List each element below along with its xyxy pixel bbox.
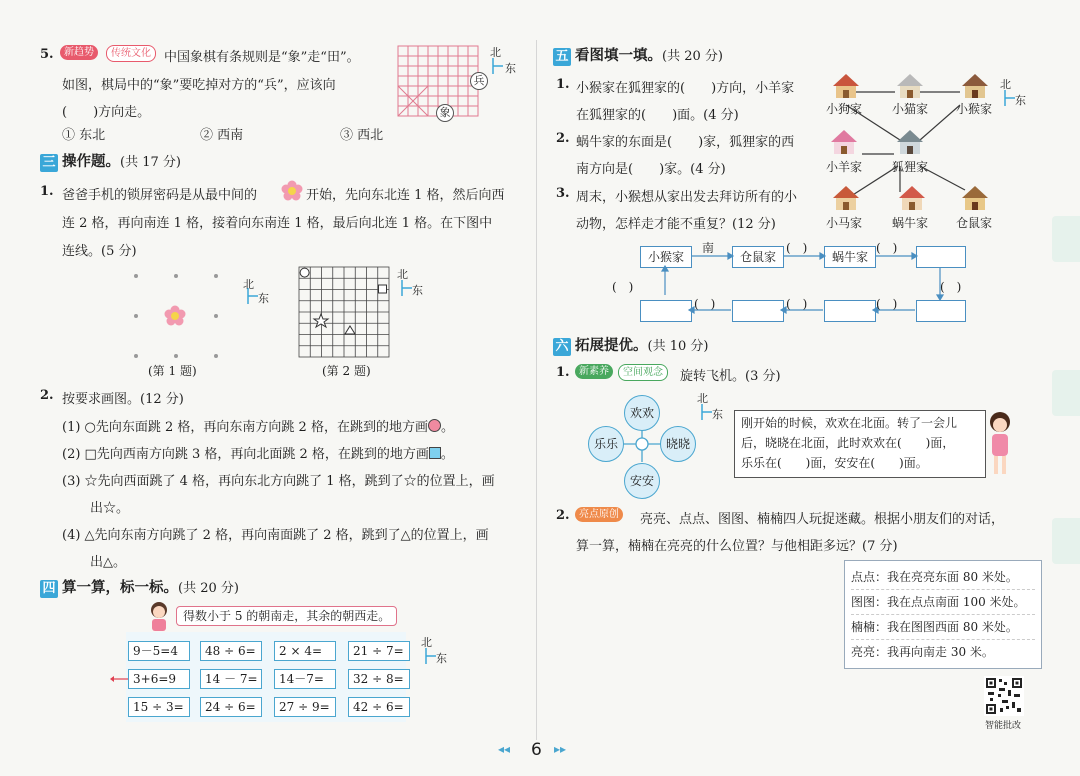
calc-cell: 48 ÷ 6= (200, 641, 262, 661)
compass-arrow-icon (1001, 88, 1017, 108)
compass-arrow-icon (489, 56, 505, 76)
flow-paren: ( ) (694, 297, 716, 311)
flow-box-snail: 蜗牛家 (824, 246, 876, 268)
girl-avatar (146, 600, 172, 634)
s3-q1-line3: 连线。(5 分) (62, 244, 137, 259)
s3-q1-line1b: 开始，先向东北连 1 格，然后向西 (306, 188, 505, 203)
house-label-sheep: 小羊家 (826, 160, 863, 174)
calc-cell: 21 ÷ 7= (348, 641, 410, 661)
s3-q2-item4: (4) △先向东南方向跳了 2 格，再向南面跳了 2 格，跳到了△的位置上，画 (62, 528, 489, 543)
speech-line-2: 后，晓晓在北面，此时欢欢在( )面， (741, 436, 955, 450)
s5-q3-number: 3. (556, 186, 570, 201)
s5-q3-line2: 动物，怎样走才能不重复？(12 分) (576, 217, 776, 232)
s3-q2-item2: (2) □先向西南方向跳 3 格，再向北面跳 2 格，在跳到的地方画 。 (62, 447, 454, 462)
compass-east-s4: 东 (436, 652, 447, 665)
s6-q1-tag-new-literacy: 新素养 (575, 364, 613, 379)
compass-north-s4: 北 (421, 636, 432, 649)
house-icon (831, 72, 861, 100)
person-xiaoxiao: 晓晓 (660, 426, 696, 462)
calc-cell: 14 － 7= (200, 669, 262, 689)
calc-cell: 9－5=4 (128, 641, 190, 661)
section-6-title: 拓展提优。 (575, 338, 648, 354)
house-label-hamster: 仓鼠家 (956, 216, 993, 230)
s5-q1-line1: 小猴家在狐狸家的( )方向，小羊家 (576, 81, 795, 96)
s3-q2-item3b: 出☆。 (90, 501, 130, 516)
calc-cell: 42 ÷ 6= (348, 697, 410, 717)
calc-cell: 32 ÷ 8= (348, 669, 410, 689)
s5-q3-line1: 周末，小猴想从家出发去拜访所有的小 (576, 190, 798, 205)
dialog-line-liang: 亮亮：我再向南走 30 米。 (851, 645, 994, 659)
q5-number: 5. (40, 47, 54, 62)
dialog-line-dian: 点点：我在亮亮东面 80 米处。 (851, 565, 1035, 590)
qr-code-icon[interactable] (984, 676, 1024, 716)
house-label-horse: 小马家 (826, 216, 863, 230)
grid-dot (134, 274, 138, 278)
s6-q1-text: 旋转飞机。(3 分) (680, 369, 781, 384)
flow-paren: ( ) (786, 297, 808, 311)
s5-q1-number: 1. (556, 77, 570, 92)
s5-q1-line2: 在狐狸家的( )面。(4 分) (576, 108, 739, 123)
s3-q2-item3: (3) ☆先向西面跳了 4 格，再向东北方向跳了 1 格，跳到了☆的位置上，画 (62, 474, 495, 489)
section-5-title: 看图填一填。 (575, 48, 662, 64)
flow-box-hamster: 仓鼠家 (732, 246, 784, 268)
page-number: 6 (531, 740, 542, 760)
s3-q2-item4b: 出△。 (90, 555, 126, 570)
speech-box (734, 410, 986, 478)
section-3-score: (共 17 分) (120, 155, 181, 170)
chess-piece-bing: 兵 (470, 72, 488, 90)
compass-east-s6: 东 (712, 408, 723, 421)
section-3-title: 操作题。 (62, 154, 120, 170)
compass-arrow-icon (398, 278, 414, 298)
s5-q2-line2: 南方向是( )家。(4 分) (576, 162, 726, 177)
s5-q2-line1: 蜗牛家的东面是( )家，狐狸家的西 (576, 135, 795, 150)
house-label-cat: 小猫家 (892, 102, 929, 116)
compass-north-fig1: 北 (243, 278, 254, 291)
blue-square-icon (429, 447, 441, 459)
prev-page-icon[interactable]: ◂◂ (498, 742, 511, 756)
s3-q1-number: 1. (40, 184, 54, 199)
calc-cell: 2 × 4= (274, 641, 336, 661)
q5-option-2: ② 西南 (200, 128, 244, 143)
q5-line2: 如图，棋局中的“象”要吃掉对方的“兵”，应该向 (62, 78, 336, 93)
calc-cell: 24 ÷ 6= (200, 697, 262, 717)
side-tab[interactable] (1052, 216, 1080, 262)
dialog-box (844, 560, 1042, 669)
grid-fig2 (298, 266, 392, 360)
square-shape (379, 285, 387, 293)
calc-cell: 3+6=9 (128, 669, 190, 689)
grid-dot (214, 354, 218, 358)
grid-dot (174, 354, 178, 358)
compass-north-q5: 北 (490, 46, 501, 59)
house-label-monkey: 小猴家 (956, 102, 993, 116)
grid-dot (134, 354, 138, 358)
q5-option-1: ① 东北 (62, 128, 106, 143)
s3-q2-item1-text: (1) ○先向东面跳 2 格，再向东南方向跳 2 格，在跳到的地方画 (62, 420, 428, 435)
compass-arrow-icon (422, 646, 438, 666)
section-3-header (40, 150, 181, 172)
answer-arrows (110, 648, 140, 698)
house-label-snail: 蜗牛家 (892, 216, 929, 230)
page-gutter (536, 40, 537, 740)
q5-tag-new-trend: 新趋势 (60, 45, 98, 60)
next-page-icon[interactable]: ▸▸ (554, 742, 567, 756)
house-icon (960, 72, 990, 100)
grid-dot (174, 274, 178, 278)
section-6-score: (共 10 分) (647, 339, 709, 354)
section-4-score: (共 20 分) (178, 581, 239, 596)
girl-teacher-avatar (985, 410, 1015, 478)
flow-label-south: 南 (702, 241, 715, 255)
s6-q2-number: 2. (556, 508, 570, 523)
flow-paren: ( ) (612, 280, 634, 294)
speech-line-1: 刚开始的时候，欢欢在北面。转了一会儿 (741, 416, 958, 430)
compass-east-fig2: 东 (412, 284, 423, 297)
circle-shape (300, 268, 309, 277)
compass-north-s5: 北 (1000, 78, 1011, 91)
s3-q1-line1: 爸爸手机的锁屏密码是从最中间的 (62, 188, 258, 203)
pink-circle-icon (428, 419, 441, 432)
section-4-title: 算一算，标一标。 (62, 580, 178, 596)
flow-paren: ( ) (876, 297, 898, 311)
person-lele: 乐乐 (588, 426, 624, 462)
compass-arrow-icon (698, 402, 714, 422)
caption-fig2: (第 2 题) (322, 364, 371, 378)
compass-east-fig1: 东 (258, 292, 269, 305)
section-5-number: 五 (553, 48, 571, 66)
s3-q2-item2-text: (2) □先向西南方向跳 3 格，再向北面跳 2 格，在跳到的地方画 (62, 447, 429, 462)
house-icon (829, 128, 859, 156)
house-icon (960, 184, 990, 212)
q5-tag-culture: 传统文化 (106, 45, 156, 62)
section-4-header (40, 576, 239, 598)
triangle-shape (345, 326, 355, 334)
dialog-line-tu: 图图：我在点点南面 100 米处。 (851, 590, 1035, 615)
side-tab[interactable] (1052, 370, 1080, 416)
caption-fig1: (第 1 题) (148, 364, 197, 378)
s3-q1-line2: 连 2 格，再向南连 1 格，接着向东南连 1 格，最后向北连 1 格。在下图中 (62, 216, 493, 231)
chess-piece-xiang: 象 (436, 104, 454, 122)
flow-paren: ( ) (786, 241, 808, 255)
q5-line3: ( )方向走。 (62, 105, 151, 120)
s6-q2-line1: 亮亮、点点、图图、楠楠四人玩捉迷藏。根据小朋友们的对话， (640, 512, 1005, 527)
calc-hint-bubble: 得数小于 5 的朝南走，其余的朝西走。 (176, 606, 397, 626)
s6-q2-line2: 算一算，楠楠在亮亮的什么位置？与他相距多远？(7 分) (576, 539, 898, 554)
house-icon (897, 184, 927, 212)
flow-box-monkey: 小猴家 (640, 246, 692, 268)
grid-dot (214, 274, 218, 278)
compass-arrow-icon (244, 286, 260, 306)
person-huanhuan: 欢欢 (624, 395, 660, 431)
calc-cell: 14－7= (274, 669, 336, 689)
s6-q1-tag-spatial: 空间观念 (618, 364, 668, 381)
section-6-number: 六 (553, 338, 571, 356)
section-6-header (553, 334, 708, 356)
house-label-dog: 小狗家 (826, 102, 863, 116)
s5-q2-number: 2. (556, 131, 570, 146)
house-label-fox: 狐狸家 (892, 160, 929, 174)
section-3-number: 三 (40, 154, 58, 172)
s3-q2-title: 按要求画图。(12 分) (62, 392, 184, 407)
dialog-line-nan: 楠楠：我在图图西面 80 米处。 (851, 615, 1035, 640)
person-anan: 安安 (624, 463, 660, 499)
side-tab[interactable] (1052, 518, 1080, 564)
speech-line-3: 乐乐在( )面，安安在( )面。 (741, 456, 928, 470)
s3-q2-item1: (1) ○先向东面跳 2 格，再向东南方向跳 2 格，在跳到的地方画 。 (62, 420, 454, 435)
section-4-number: 四 (40, 580, 58, 598)
q5-option-3: ③ 西北 (340, 128, 384, 143)
house-icon (831, 184, 861, 212)
compass-north-s6: 北 (697, 392, 708, 405)
flower-icon (164, 305, 186, 327)
compass-east-s5: 东 (1015, 94, 1026, 107)
calc-cell: 27 ÷ 9= (274, 697, 336, 717)
compass-east-q5: 东 (505, 62, 516, 75)
s6-q2-tag-original: 亮点原创 (575, 507, 623, 522)
house-icon (895, 128, 925, 156)
calc-cell: 15 ÷ 3= (128, 697, 190, 717)
s3-q2-number: 2. (40, 388, 54, 403)
flow-paren: ( ) (940, 280, 962, 294)
compass-north-fig2: 北 (397, 268, 408, 281)
s6-q1-number: 1. (556, 365, 570, 380)
grid-dot (214, 314, 218, 318)
house-icon (895, 72, 925, 100)
q5-line1: 中国象棋有条规则是“象”走“田”。 (164, 50, 360, 65)
grid-dot (134, 314, 138, 318)
section-5-header (553, 44, 723, 66)
section-5-score: (共 20 分) (662, 49, 723, 64)
qr-caption: 智能批改 (985, 721, 1022, 731)
flower-icon (281, 180, 303, 202)
star-shape (314, 314, 328, 327)
flow-paren: ( ) (876, 241, 898, 255)
